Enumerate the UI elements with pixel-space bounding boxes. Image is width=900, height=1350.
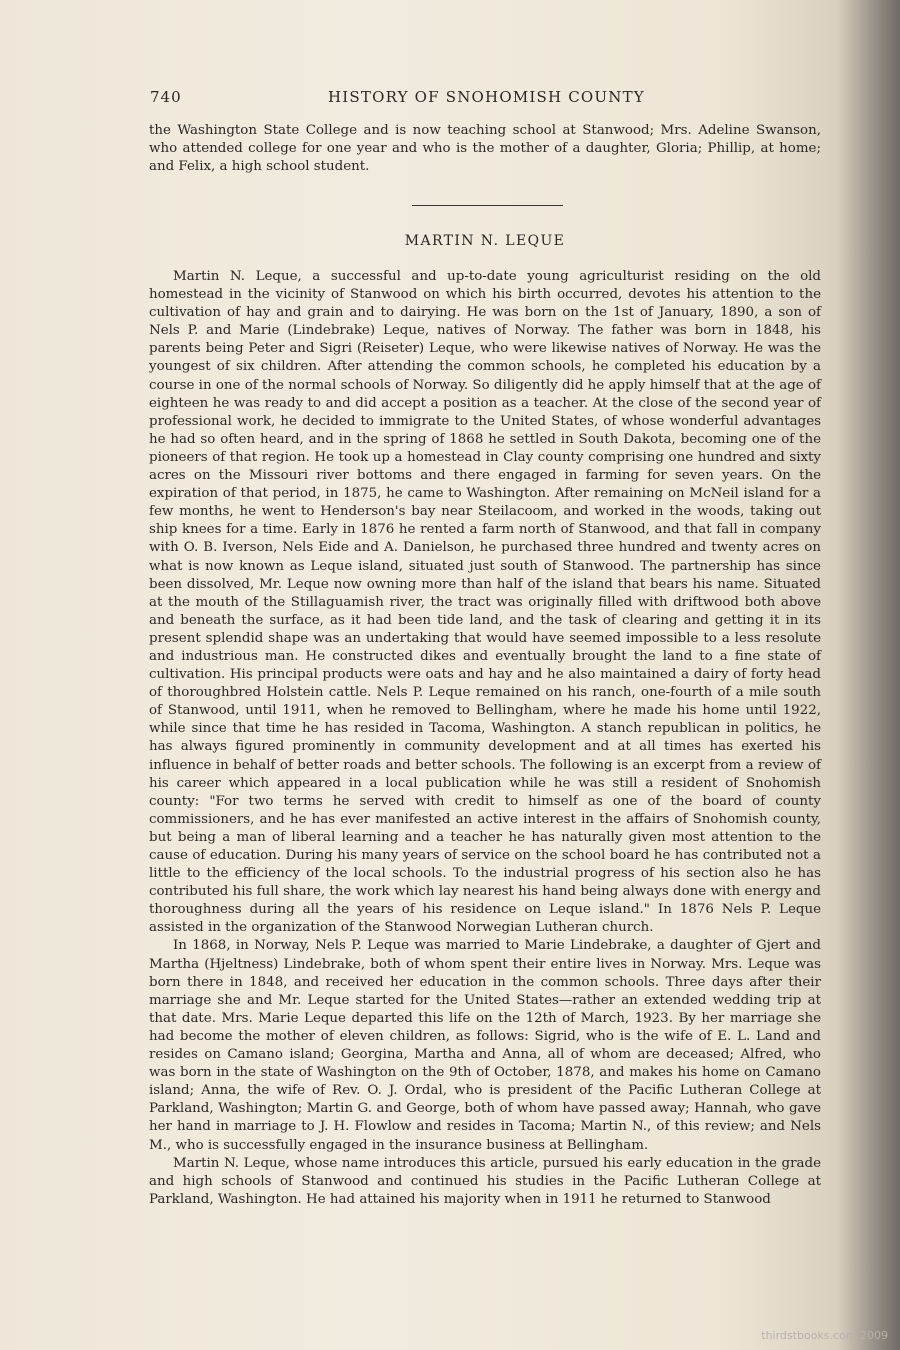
page-number: 740 (150, 88, 182, 106)
article-body (149, 268, 821, 1209)
continuation-paragraph: the Washington State College and is now teaching school at Stanwood; Mrs. Adeline Swanson, who attended college for one year and who is the mother of a daughter, Gloria; Phillip, at home; and Felix, a high school student. (149, 123, 821, 175)
page-header (150, 88, 820, 110)
section-divider (412, 205, 563, 206)
paragraph: Martin N. Leque, a successful and up-to-date young agriculturist residing on the old homestead in the vicinity of Stanwood on which his birth occurred, devotes his attention to the cultivation of hay and grain and to dairying. He was born on the 1st of January, 1890, a son of Nels P. and Marie (Lindebrake) Leque, natives of Norway. The father was born in 1848, his parents being Peter and Sigri (Reiseter) Leque, who were likewise natives of Norway. He was the youngest of six children. After attending the common schools, he completed his education by a course in one of the normal schools of Norway. So diligently did he apply himself that at the age of eighteen he was ready to and did accept a position as a teacher. At the close of the second year of professional work, he decided to immigrate to the United States, of whose wonderful advantages he had so often heard, and in the spring of 1868 he settled in South Dakota, becoming one of the pioneers of that region. He took up a homestead in Clay county comprising one hundred and sixty acres on the Missouri river bottoms and there engaged in farming for seven years. On the expiration of that period, in 1875, he came to Washington. After remaining on McNeil island for a few months, he went to Henderson's bay near Steilacoom, and worked in the woods, taking out ship knees for a time. Early in 1876 he rented a farm north of Stanwood, and that fall in company with O. B. Iverson, Nels Eide and A. Danielson, he purchased three hundred and twenty acres on what is now known as Leque island, situated just south of Stanwood. The partnership has since been dissolved, Mr. Leque now owning more than half of the island that bears his name. Situated at the mouth of the Stillaguamish river, the tract was originally filled with driftwood both above and beneath the surface, as it had been tide land, and the task of clearing and getting it in its present splendid shape was an undertaking that would have seemed impossible to a less resolute and industrious man. He constructed dikes and eventually brought the land to a fine state of cultivation. His principal products were oats and hay and he also maintained a dairy of forty head of thoroughbred Holstein cattle. Nels P. Leque remained on his ranch, one-fourth of a mile south of Stanwood, until 1911, when he removed to Bellingham, where he made his home until 1922, while since that time he has resided in Tacoma, Washington. A stanch republican in politics, he has always figured prominently in community development and at all times has exerted his influence in behalf of better roads and better schools. The following is an excerpt from a review of his career which appeared in a local publication while he was still a resident of Snohomish county: "For two terms he served with credit to himself as one of the board of county commissioners, and he has ever manifested an active interest in the affairs of Snohomish county, but being a man of liberal learning and a teacher he has naturally given most attention to the cause of education. During his many years of service on the school board he has contributed not a little to the efficiency of the local schools. To the industrial progress of his section also he has contributed his full share, the work which lay nearest his hand being always done with energy and thoroughness during all the years of his residence on Leque island." In 1876 Nels P. Leque assisted in the organization of the Stanwood Norwegian Lutheran church. (149, 269, 821, 936)
section-title: MARTIN N. LEQUE (404, 233, 566, 249)
paragraph: In 1868, in Norway, Nels P. Leque was married to Marie Lindebrake, a daughter of Gjert and Martha (Hjeltness) Lindebrake, both of whom spent their entire lives in Norway. Mrs. Leque was born there in 1848, and received her education in the common schools. Three days after their marriage she and Mr. Leque started for the United States—rather an extended wedding trip at that date. Mrs. Marie Leque departed this life on the 12th of March, 1923. By her marriage she had become the mother of eleven children, as follows: Sigrid, who is the wife of E. L. Land and resides on Camano island; Georgina, Martha and Anna, all of whom are deceased; Alfred, who was born in the state of Washington on the 9th of October, 1878, and makes his home on Camano island; Anna, the wife of Rev. O. J. Ordal, who is president of the Pacific Lutheran College at Parkland, Washington; Martin G. and George, both of whom have passed away; Hannah, who gave her hand in marriage to J. H. Flowlow and resides in Tacoma; Martin N., of this review; and Nels M., who is successfully engaged in the insurance business at Bellingham. (149, 938, 821, 1153)
running-title: HISTORY OF SNOHOMISH COUNTY (328, 88, 645, 106)
watermark: thirdstbooks.com 2009 (761, 1329, 888, 1342)
paragraph: Martin N. Leque, whose name introduces this article, pursued his early education in the grade and high schools of Stanwood and continued his studies in the Pacific Lutheran College at Parkland, Washington. He had attained his majority when in 1911 he returned to Stanwood (149, 1155, 821, 1207)
